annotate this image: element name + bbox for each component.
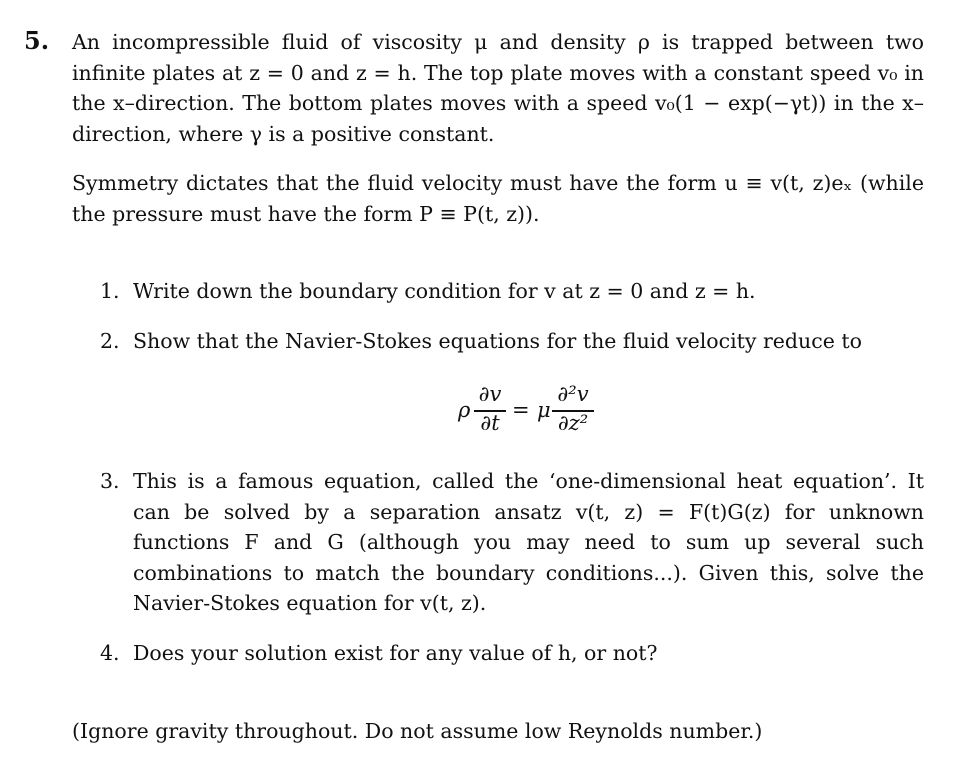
- question-number: 4.: [100, 641, 120, 665]
- equation-second-derivative: [552, 380, 594, 436]
- fraction-bar: [552, 410, 594, 412]
- question-number: 3.: [100, 469, 120, 493]
- equation-viscosity-symbol: μ: [537, 398, 551, 422]
- fraction-bar: [474, 410, 506, 412]
- equation-density-symbol: ρ: [458, 398, 471, 422]
- fraction-numerator: ∂²v: [557, 382, 589, 406]
- question-text: Does your solution exist for any value of h, or not?: [133, 641, 658, 665]
- fraction-numerator: ∂v: [478, 382, 502, 406]
- question-number: 1.: [100, 279, 120, 303]
- problem-number: 5.: [24, 26, 50, 55]
- problem-intro-paragraph: An incompressible fluid of viscosity μ and density ρ is trapped between two infinite plates at z = 0 and z = h. The top plate moves with a constant speed v₀ in the x–direction. The bottom plates moves with a speed v₀(1 − exp(−γt)) in the x–direction, where γ is a positive constant.: [72, 30, 924, 146]
- heat-equation: [456, 380, 606, 446]
- equation-time-derivative: [474, 380, 506, 436]
- equation-equals-sign: =: [512, 398, 530, 422]
- question-text: This is a famous equation, called the ‘one-dimensional heat equation’. It can be solved by a separation ansatz v(t, z) = F(t)G(z) for unknown functions F and G (although you may need to sum up several such combinations to match the boundary conditions...). Given this, solve the Navier-Stokes equation for v(t, z).: [133, 469, 924, 615]
- fraction-denominator: ∂z²: [557, 411, 589, 435]
- question-text: Write down the boundary condition for v at z = 0 and z = h.: [133, 279, 756, 303]
- question-text: Show that the Navier-Stokes equations for the fluid velocity reduce to: [133, 329, 862, 353]
- fraction-denominator: ∂t: [480, 411, 500, 435]
- symmetry-paragraph: Symmetry dictates that the fluid velocity must have the form u ≡ v(t, z)eₓ (while the pressure must have the form P ≡ P(t, z)).: [72, 171, 924, 226]
- footnote: (Ignore gravity throughout. Do not assume low Reynolds number.): [72, 719, 763, 743]
- question-number: 2.: [100, 329, 120, 353]
